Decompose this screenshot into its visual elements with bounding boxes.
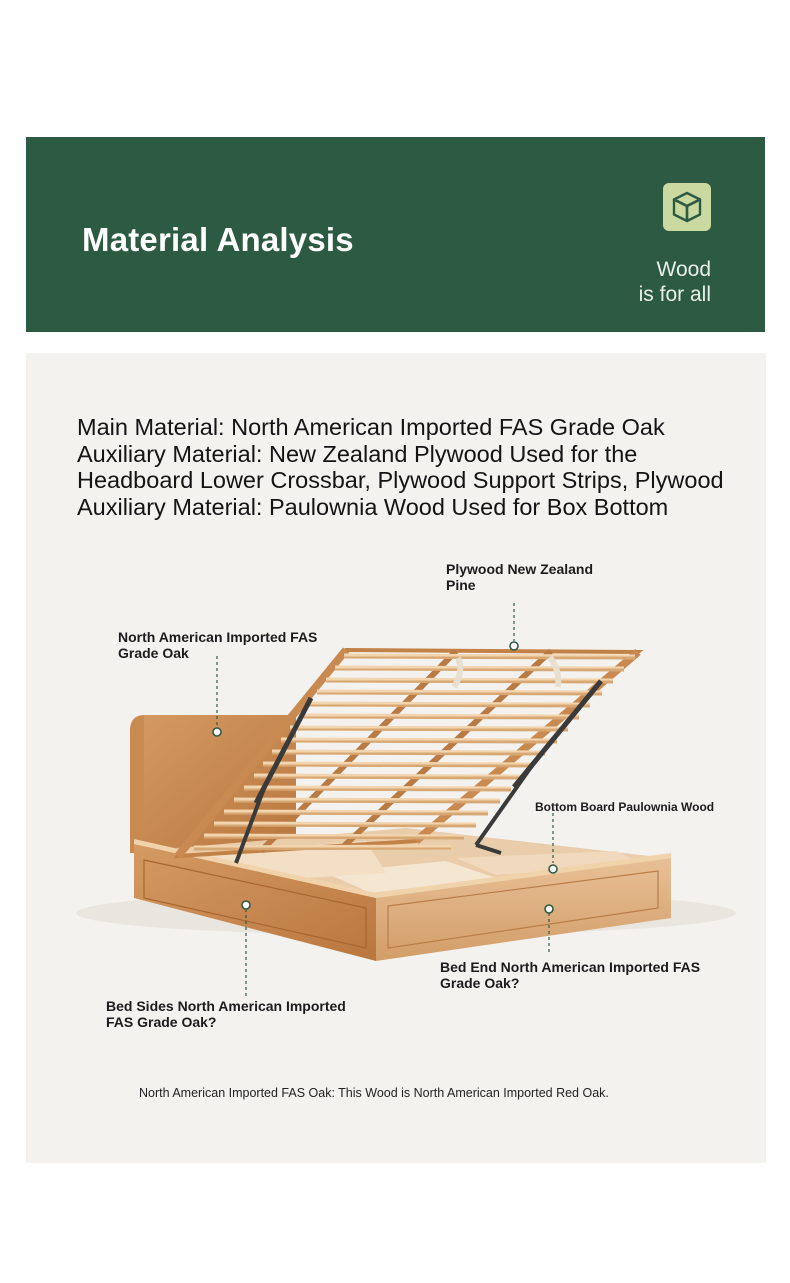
cube-icon xyxy=(671,190,703,224)
material-line-3: Headboard Lower Crossbar, Plywood Support Strips, Plywood xyxy=(77,467,724,493)
material-line-1: Main Material: North American Imported FAS Grade Oak xyxy=(77,414,665,440)
callout-bed-end: Bed End North American Imported FAS Grade Oak? xyxy=(440,959,701,991)
bed-illustration xyxy=(26,353,766,1163)
material-panel xyxy=(26,353,766,1163)
callout-bottom-board: Bottom Board Paulownia Wood xyxy=(535,800,715,814)
cube-badge xyxy=(663,183,711,231)
tagline-line-1: Wood xyxy=(656,258,711,281)
footnote: North American Imported FAS Oak: This Wood is North American Imported Red Oak. xyxy=(139,1086,609,1100)
callout-plywood: Plywood New Zealand Pine xyxy=(446,561,594,593)
tagline xyxy=(639,257,711,307)
material-line-4: Auxiliary Material: Paulownia Wood Used for Box Bottom xyxy=(77,493,669,520)
callout-headboard: North American Imported FAS Grade Oak xyxy=(118,629,318,661)
page-title: Material Analysis xyxy=(82,221,354,258)
header-banner xyxy=(26,137,765,332)
tagline-line-2: is for all xyxy=(638,283,711,306)
material-line-2: Auxiliary Material: New Zealand Plywood Used for the xyxy=(77,440,638,467)
callout-bed-sides: Bed Sides North American Imported FAS Grade Oak? xyxy=(106,998,346,1030)
